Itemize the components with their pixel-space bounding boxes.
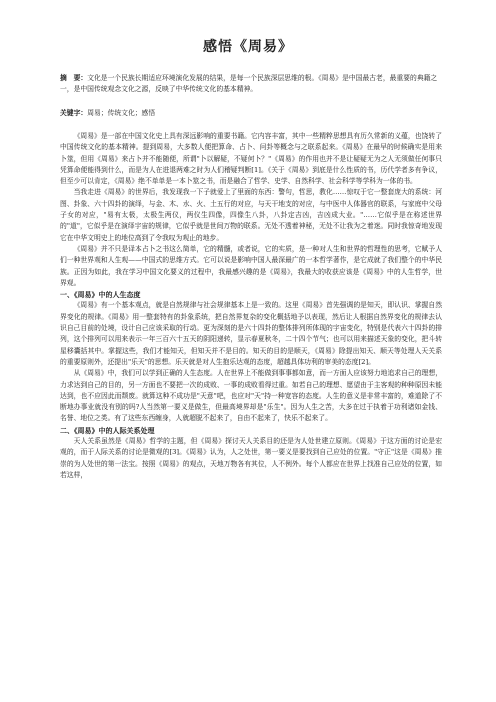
paragraph: 从《周易》中，我们可以学到正确的人生态度。人在世界上不能做到事事都如意，而一方面人应该努力地追求自己的理想，力求达到自己的目的，另一方面也不要把一次的成败、一事的成败看得过重。如若自己的理想、愿望由于主客观的种种原因未能达到，也不应因此而颓废。就算这种不成功是"天意"吧，也应对"天"持一种宽容的态度。人生的意义是非常丰富的，难道除了不断地办事业就没有别的吗?人当然第一要义是做生，但最高境界却是"乐生"。因为人生之苦，大多在过于执着于功利诸如金钱、名誉、地位之类。有了这些东西缠身，人就超脱不起来了，自由不起来了，快乐不起来了。 [60,369,442,423]
keywords-label: 关键字： [60,109,88,117]
abstract-text: 文化是一个民族长期适应环境演化发展的结果，是每一个民族深层思维的根。《周易》是中国最古老，最重要的典籍之一，是中国传统观念文化之源，反映了中华传统文化的基本精神。 [60,74,438,93]
document-body [60,131,442,481]
paragraph: 当我走进《周易》的世界后，我发现我一下子就爱上了里面的东西：警句，哲思，教化……惊叹于它一整套庞大的系统：河图、卦象、六十四卦的演绎，与金、木、水、火、土五行的对应，与天干地支的对应，与中医中人体器官的联系，与家庭中父母子女的对应，"易有太极，太极生两仪，两仪生四像，四像生八卦，八卦定吉凶，吉凶成大业。"……它似乎是在称述世界的"道"，它似乎是在演绎宇宙的规律，它似乎就是世间万物的联系。无处不透着神秘，无处不让我为之着迷。同时我惊奇地发现它在中华文明史上的地位高到了令我叹为观止的地步。 [60,188,442,242]
abstract-label: 摘 要： [60,74,88,82]
abstract [60,73,442,95]
section-heading: 二、《周易》中的人际关系处理 [60,425,155,435]
paragraph: 《周易》并不只是译本占卜之书这么简单，它的精髓，或者说，它的实质，是一种对人生和世界的哲理性的思考，它赋予人们一种世界观和人生观——中国式的思维方式。它可以说是影响中国人最深最广的一本哲学著作，是它成就了我们整个的中华民族。正因为如此，我在学习中国文化要义的过程中，我最感兴趣的是《周易》，我最大的收获应该是《周易》中的人生哲学，世界观。 [60,244,442,287]
paragraph: 天人关系虽然是《周易》哲学的主题，但《周易》探讨天人关系目的还是为人处世建立原则。《周易》于这方面的讨论是宏观的，而于人际关系的讨论是微观的[3]。《周易》认为，人之处世，第一要义是要找到自己应处的位置。"守正"这是《周易》推崇的为人处世的第一法宝。按照《周易》的观点，天地万物各有其位，人不例外。每个人都应在世界上找准自己应处的位置，如若这样， [60,437,442,479]
paragraph: 《周易》是一部在中国文化史上具有深远影响的重要书籍。它内容丰富，其中一些精粹思想具有历久常新的义蕴，也饶转了中国传统文化的基本精神。提到周易，大多数人便把算命、占卜、问卦等概念与之联系起来。《周易》在最早的时候确实是用来卜筮，但用《周易》来占卜并不能随便，所谓"卜以解疑，不疑何卜？"《周易》的作用也并不是让疑疑无为之人无须做任何事只凭算命便能得到什么，而是为人在进退两难之时为人们稽疑判断[1]。《关于《周易》到底是什么性质的书，历代学者多有争议，但至少可以肯定，《周易》绝不单单是一本卜筮之书，而是融合了哲学、史学、自然科学、社会科学等学科为一体的书。 [60,132,442,186]
paragraph: 《周易》有一个基本观点，就是自然规律与社会规律基本上是一致的。这里《周易》首先强调的是知天，即认识、掌握自然界变化的规律。《周易》用一整套特有的卦象系统，把自然界复杂的变化概括地予以表现，然后让人根据自然界变化的规律去认识自己目前的处境，设计自己应该采取的行动。更为深刻的是六十四卦的整体排列所体现的宇宙变化，特别是代表六十四卦的排列，这个排列可以用来表示一年三百六十五天的阴阳递转，显示春夏秋冬，二十四个节气；也可以用来描述天象的变化，把斗转星移囊括其中。掌握这些，我们才能知天，但知天并不是目的。知天的目的是顺天，《周易》除提出知天、顺天等处理人天关系的重要原则外，还提出"乐天"的思想。乐天就是对人生抱乐达观的态度，超越具体功利的审美的态度[2]。 [60,301,442,366]
page-title: 感悟《周易》 [203,39,293,55]
section-heading: 一、《周易》中的人生态度 [60,290,141,300]
keywords [60,108,442,119]
keywords-text: 周易；传统文化；感悟 [87,109,156,117]
